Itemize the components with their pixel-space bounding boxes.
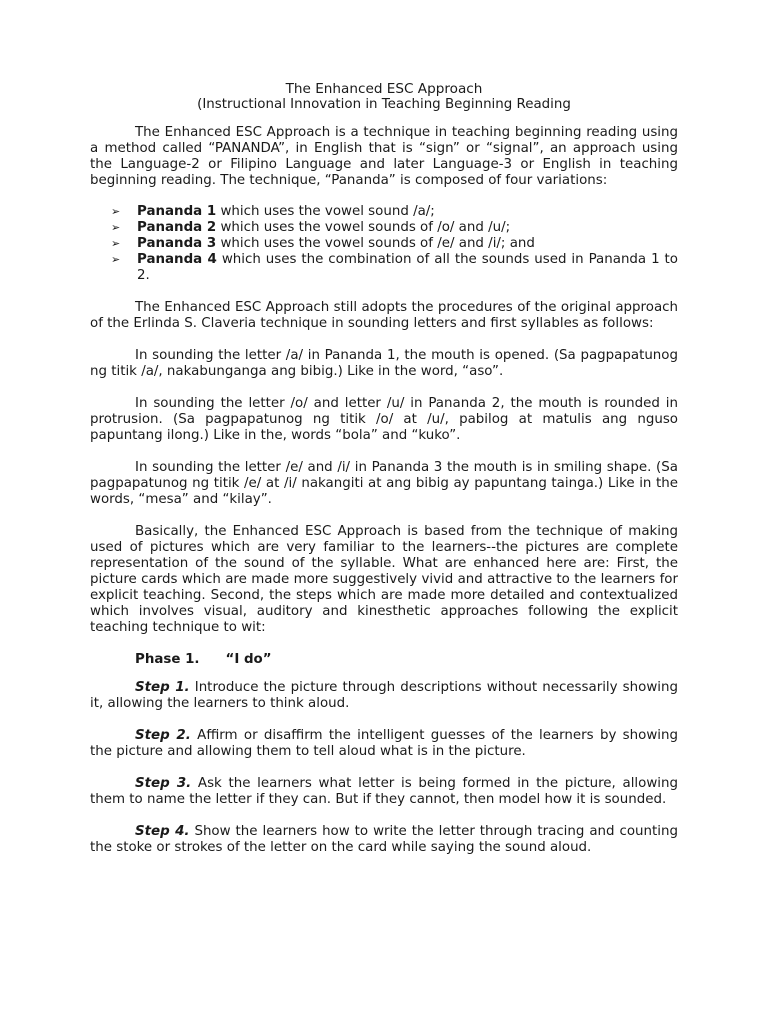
document-subtitle: (Instructional Innovation in Teaching Beginning Reading xyxy=(197,97,571,112)
step-paragraph xyxy=(90,728,678,760)
sound-ei-paragraph: In sounding the letter /e/ and /i/ in Pananda 3 the mouth is in smiling shape. (Sa pagpapatunog ng titik /e/ at /i/ nakangiti at ang bibig ay papuntang tainga.) Like in the words, “mesa” and “kilay”. xyxy=(90,460,678,507)
list-item-text: which uses the combination of all the sounds used in Pananda 1 to 2. xyxy=(137,252,678,283)
pananda-list xyxy=(111,204,678,284)
list-item xyxy=(111,204,678,220)
document-title: The Enhanced ESC Approach xyxy=(285,81,483,97)
step-label: Step 4. xyxy=(135,824,190,839)
step-label: Step 3. xyxy=(135,776,192,791)
arrow-bullet-icon: ➢ xyxy=(111,205,121,218)
list-item-label: Pananda 3 xyxy=(137,236,217,251)
list-item xyxy=(111,252,678,284)
step-text: Introduce the picture through descriptions without necessarily showing it, allowing the learners to think aloud. xyxy=(90,680,678,711)
step-paragraph xyxy=(90,776,678,808)
sound-a-paragraph: In sounding the letter /a/ in Pananda 1, the mouth is opened. (Sa pagpapatunog ng titik /a/, nakabunganga ang bibig.) Like in the word, “aso”. xyxy=(90,348,678,379)
sound-ou-paragraph: In sounding the letter /o/ and letter /u/ in Pananda 2, the mouth is rounded in protrusion. (Sa pagpapatunog ng titik /o/ at /u/, pabilog at matulis ang nguso papuntang ilong.) Like in the, words “bola” and “kuko”. xyxy=(90,396,678,443)
list-item xyxy=(111,236,678,252)
intro-paragraph: The Enhanced ESC Approach is a technique in teaching beginning reading using a method called “PANANDA”, in English that is “sign” or “signal”, an approach using the Language-2 or Filipino Language and later Language-3 or English in teaching beginning reading. The technique, “Pananda” is composed of four variations: xyxy=(90,125,678,188)
list-item-label: Pananda 1 xyxy=(137,204,217,219)
step-text: Show the learners how to write the letter through tracing and counting the stoke or strokes of the letter on the card while saying the sound aloud. xyxy=(90,824,678,855)
arrow-bullet-icon: ➢ xyxy=(111,253,121,266)
phase-label: Phase 1. xyxy=(135,652,200,667)
list-item-text: which uses the vowel sounds of /o/ and /u/; xyxy=(216,220,511,235)
phase-heading xyxy=(135,652,678,668)
basically-paragraph: Basically, the Enhanced ESC Approach is based from the technique of making used of pictures which are very familiar to the learners--the pictures are complete representation of the sound of the syllable. What are enhanced here are: First, the picture cards which are made more suggestively vivid and attractive to the learners for explicit teaching. Second, the steps which are made more detailed and contextualized which involves visual, auditory and kinesthetic approaches following the explicit teaching technique to wit: xyxy=(90,524,678,635)
step-text: Ask the learners what letter is being formed in the picture, allowing them to name the letter if they can. But if they cannot, then model how it is sounded. xyxy=(90,776,678,807)
list-item xyxy=(111,220,678,236)
arrow-bullet-icon: ➢ xyxy=(111,237,121,250)
step-label: Step 2. xyxy=(135,728,191,743)
procedures-paragraph: The Enhanced ESC Approach still adopts the procedures of the original approach of the Erlinda S. Claveria technique in sounding letters and first syllables as follows: xyxy=(90,300,678,331)
step-paragraph xyxy=(90,824,678,856)
list-item-text: which uses the vowel sounds of /e/ and /i/; and xyxy=(216,236,535,251)
arrow-bullet-icon: ➢ xyxy=(111,221,121,234)
phase-name: “I do” xyxy=(225,652,272,667)
list-item-text: which uses the vowel sound /a/; xyxy=(216,204,435,219)
step-text: Affirm or disaffirm the intelligent guesses of the learners by showing the picture and allowing them to tell aloud what is in the picture. xyxy=(90,728,678,759)
list-item-label: Pananda 4 xyxy=(137,252,217,267)
step-paragraph xyxy=(90,680,678,712)
list-item-label: Pananda 2 xyxy=(137,220,217,235)
step-label: Step 1. xyxy=(135,680,190,695)
